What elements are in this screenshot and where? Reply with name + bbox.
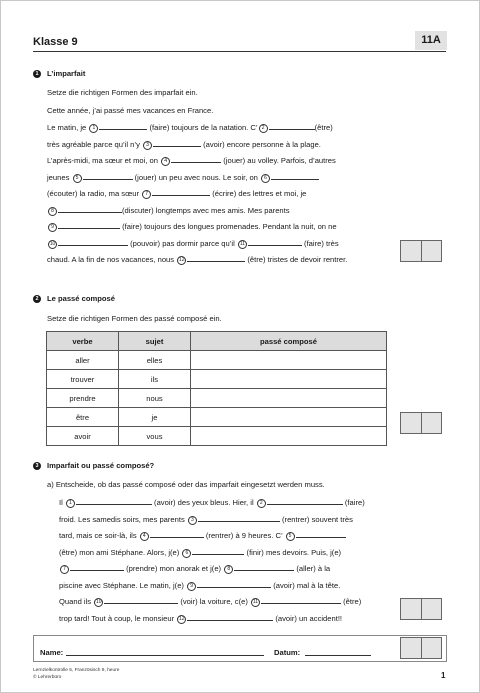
text: (être) tristes de devoir rentrer. [247,255,348,264]
text: (faire) toujours de la natation. C’ [149,123,258,132]
table-cell: prendre [47,389,119,408]
text: (faire) [344,498,365,507]
text: (pouvoir) pas dormir parce qu’il [130,239,235,248]
blank[interactable] [271,172,319,180]
blank[interactable] [171,155,221,163]
text: Le matin, je [47,123,87,132]
blank[interactable] [234,563,294,571]
gap-number: 9 [48,223,57,232]
gap-number: 5 [73,174,82,183]
conjugation-table [46,331,387,446]
text: (discuter) longtemps avec mes amis. Mes parents [122,206,290,215]
text-line [47,205,290,216]
gap-number: 9 [187,582,196,591]
name-label: Name: [40,648,64,657]
blank[interactable] [192,547,244,555]
blank[interactable] [269,122,315,130]
blank[interactable] [248,238,302,246]
text-line [59,580,340,591]
answer-cell[interactable] [191,370,387,389]
instruction: Setze die richtigen Formen des passé composé ein. [47,314,222,323]
blank[interactable] [198,514,280,522]
table-cell: vous [119,427,191,446]
section-title: Le passé composé [47,294,115,303]
text-line [59,547,341,558]
text: (avoir) des yeux bleus. Hier, il [154,498,254,507]
column-header: passé composé [191,332,387,351]
table-cell: trouver [47,370,119,389]
text-line [59,530,346,541]
text: (avoir) un accident!! [275,614,343,623]
blank[interactable] [267,497,343,505]
text: chaud. A la fin de nos vacances, nous [47,255,175,264]
text-line [47,122,333,133]
blank[interactable] [197,580,271,588]
text-line: Cette année, j’ai passé mes vacances en France. [47,106,214,115]
gap-number: 3 [188,516,197,525]
section-number: 3 [33,462,41,470]
total-score-box[interactable] [400,637,442,659]
text: Quand ils [59,597,92,606]
gap-number: 7 [60,565,69,574]
text: (écouter) la radio, ma sœur [47,189,139,198]
text-line [59,563,330,574]
blank[interactable] [70,563,124,571]
section-title: L’imparfait [47,69,86,78]
gap-number: 2 [259,124,268,133]
gap-number: 6 [182,549,191,558]
gap-number: 3 [143,141,152,150]
gap-number: 5 [286,532,295,541]
text-line [59,613,342,624]
table-row [47,427,387,446]
section-1-heading [33,69,85,78]
text: (être) mon ami Stéphane. Alors, j(e) [59,548,180,557]
gap-number: 6 [261,174,270,183]
text: jeunes [47,173,70,182]
table-row [47,389,387,408]
text: (prendre) mon anorak et j(e) [126,564,222,573]
blank[interactable] [83,172,133,180]
footer-source: Lernzielkontrolle 5, Französisch 9, heure [33,668,120,673]
table-cell: je [119,408,191,427]
blank[interactable] [76,497,152,505]
section-title: Imparfait ou passé composé? [47,461,155,470]
table-row [47,370,387,389]
gap-number: 8 [48,207,57,216]
text: (rentrer) à 9 heures. C’ [205,531,283,540]
table-cell: ils [119,370,191,389]
name-date-box [33,635,447,662]
section-3-heading [33,461,154,470]
answer-cell[interactable] [191,427,387,446]
page-title: Klasse 9 [33,36,78,48]
blank[interactable] [99,122,147,130]
score-box[interactable] [400,412,442,434]
column-header: verbe [47,332,119,351]
blank[interactable] [152,188,210,196]
blank[interactable] [187,613,273,621]
text: (finir) mes devoirs. Puis, j(e) [246,548,342,557]
text: Il [59,498,63,507]
section-number: 2 [33,295,41,303]
blank[interactable] [296,530,346,538]
answer-cell[interactable] [191,351,387,370]
text-line [47,155,336,166]
text: froid. Les samedis soirs, mes parents [59,515,185,524]
answer-cell[interactable] [191,389,387,408]
blank[interactable] [104,596,178,604]
column-header: sujet [119,332,191,351]
score-box[interactable] [400,598,442,620]
text: (être) [343,597,362,606]
instruction: Setze die richtigen Formen des imparfait ein. [47,88,198,97]
gap-number: 11 [252,598,259,605]
table-cell: être [47,408,119,427]
blank[interactable] [187,254,245,262]
text: (être) [314,123,333,132]
text: (faire) toujours des longues promenades. Pendant la nuit, on ne [122,222,337,231]
name-field[interactable] [66,655,264,656]
gap-number: 8 [224,565,233,574]
blank[interactable] [58,221,120,229]
gap-number: 10 [95,598,102,605]
gap-number: 11 [239,240,246,247]
answer-cell[interactable] [191,408,387,427]
gap-number: 4 [140,532,149,541]
instruction: a) Entscheide, ob das passé composé oder das imparfait eingesetzt werden muss. [47,480,325,489]
text: (jouer) au volley. Parfois, d’autres [223,156,336,165]
blank[interactable] [58,238,128,246]
blank[interactable] [58,205,122,213]
gap-number: 12 [178,256,185,263]
blank[interactable] [153,139,201,147]
text-line [59,596,361,607]
table-cell: elles [119,351,191,370]
text: tard, mais ce soir-là, ils [59,531,137,540]
text: (écrire) des lettres et moi, je [212,189,307,198]
table-cell: nous [119,389,191,408]
text: trop tard! Tout à coup, le monsieur [59,614,175,623]
date-field[interactable] [305,655,371,656]
gap-number: 1 [89,124,98,133]
text: piscine avec Stéphane. Le matin, j(e) [59,581,184,590]
text: (avoir) encore personne à la plage. [203,140,321,149]
text: (faire) très [304,239,339,248]
text: (aller) à la [296,564,331,573]
text-line [47,254,347,265]
text-line [47,188,306,199]
text: (avoir) mal à la tête. [273,581,341,590]
text: (voir) la voiture, c(e) [180,597,248,606]
gap-number: 10 [49,240,56,247]
blank[interactable] [261,596,341,604]
text: L’après-midi, ma sœur et moi, on [47,156,158,165]
text: (rentrer) souvent très [282,515,353,524]
gap-number: 2 [257,499,266,508]
gap-number: 4 [161,157,170,166]
header-divider [33,51,446,52]
gap-number: 12 [178,615,185,622]
table-cell: aller [47,351,119,370]
footer-copyright: © Lehrerbüro [33,675,62,680]
text: (jouer) un peu avec nous. Le soir, on [134,173,258,182]
blank[interactable] [150,530,204,538]
text-line [59,497,365,508]
text-line [59,514,353,525]
table-cell: avoir [47,427,119,446]
table-row [47,351,387,370]
class-badge: 11A [415,31,447,50]
section-number: 1 [33,70,41,78]
gap-number: 7 [142,190,151,199]
page-number: 1 [441,671,446,680]
table-row [47,408,387,427]
section-2-heading [33,294,115,303]
gap-number: 1 [66,499,75,508]
text-line [47,139,321,150]
date-label: Datum: [274,648,301,657]
score-box[interactable] [400,240,442,262]
text-line [47,221,337,232]
table-header-row [47,332,387,351]
text: très agréable parce qu’il n’y [47,140,140,149]
text-line [47,238,339,249]
text-line [47,172,319,183]
